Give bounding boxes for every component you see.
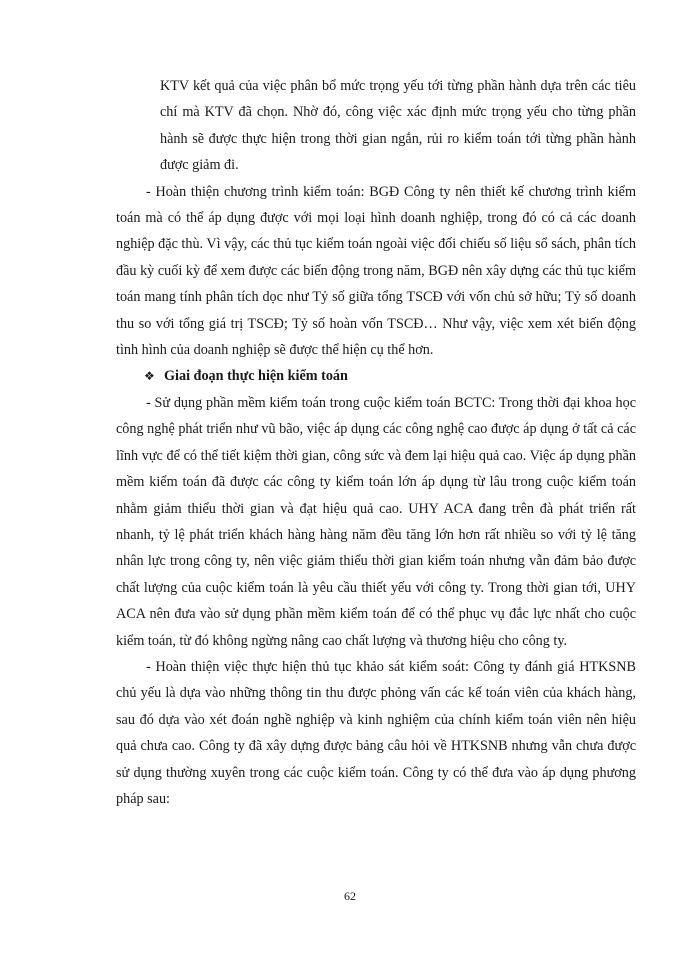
section-heading-text: Giai đoạn thực hiện kiểm toán [164,368,348,385]
program-paragraph: - Hoàn thiện chương trình kiểm toán: BGĐ Công ty nên thiết kế chương trình kiểm toán mà có thể áp dụng được với mọi loại hình doanh nghiệp, trong đó có cả các doanh nghiệp đặc thù. Vì vậy, các thủ tục kiểm toán ngoài việc đối chiếu số liệu sổ sách, phân tích đầu kỳ cuối kỳ để xem được các biến động trong năm, BGĐ nên xây dựng các thủ tục kiểm toán mang tính phân tích dọc như Tỷ số giữa tổng TSCĐ với vốn chủ sở hữu; Tỷ số doanh thu so với tổng giá trị TSCĐ; Tỷ số hoàn vốn TSCĐ… Như vậy, việc xem xét biến động tình hình của doanh nghiệp sẽ được thể hiện cụ thể hơn. [116,183,636,359]
section-heading [116,363,636,389]
diamond-bullet-icon: ❖ [144,369,155,384]
continuation-paragraph: KTV kết quả của việc phân bổ mức trọng yếu tới từng phần hành dựa trên các tiêu chí mà KTV đã chọn. Nhờ đó, công việc xác định mức trọng yếu cho từng phần hành sẽ được thực hiện trong thời gian ngắn, rủi ro kiểm toán tới từng phần hành được giảm đi. [160,78,636,174]
page-content [116,73,636,812]
page-number: 62 [344,889,356,903]
control-paragraph: - Hoàn thiện việc thực hiện thủ tục khảo sát kiểm soát: Công ty đánh giá HTKSNB chủ yếu là dựa vào những thông tin thu được phỏng vấn các kế toán viên của khách hàng, sau đó dựa vào xét đoán nghề nghiệp và kinh nghiệm của chính kiểm toán viên nên hiệu quả chưa cao. Công ty đã xây dựng được bảng câu hỏi về HTKSNB nhưng vẫn chưa được sử dụng thường xuyên trong các cuộc kiểm toán. Công ty có thể đưa vào áp dụng phương pháp sau: [116,658,636,807]
software-paragraph: - Sử dụng phần mềm kiểm toán trong cuộc kiểm toán BCTC: Trong thời đại khoa học công nghệ phát triển như vũ bão, việc áp dụng các công nghệ cao được áp dụng ở tất cả các lĩnh vực để có thể tiết kiệm thời gian, công sức và đem lại hiệu quả cao. Việc áp dụng phần mềm kiểm toán đã được các công ty kiểm toán lớn áp dụng từ lâu trong cuộc kiểm toán nhằm giảm thiểu thời gian và đạt hiệu quả cao. UHY ACA đang trên đà phát triển rất nhanh, tỷ lệ phát triển khách hàng hàng năm đều tăng lớn hơn rất nhiều so với tỷ lệ tăng nhân lực trong công ty, nên việc giảm thiểu thời gian kiểm toán nhưng vẫn đảm bảo được chất lượng của cuộc kiểm toán là yêu cầu thiết yếu với công ty. Trong thời gian tới, UHY ACA nên đưa vào sử dụng phần mềm kiểm toán để có thể phục vụ đắc lực nhất cho cuộc kiểm toán, từ đó không ngừng nâng cao chất lượng và thương hiệu cho công ty. [116,394,636,649]
